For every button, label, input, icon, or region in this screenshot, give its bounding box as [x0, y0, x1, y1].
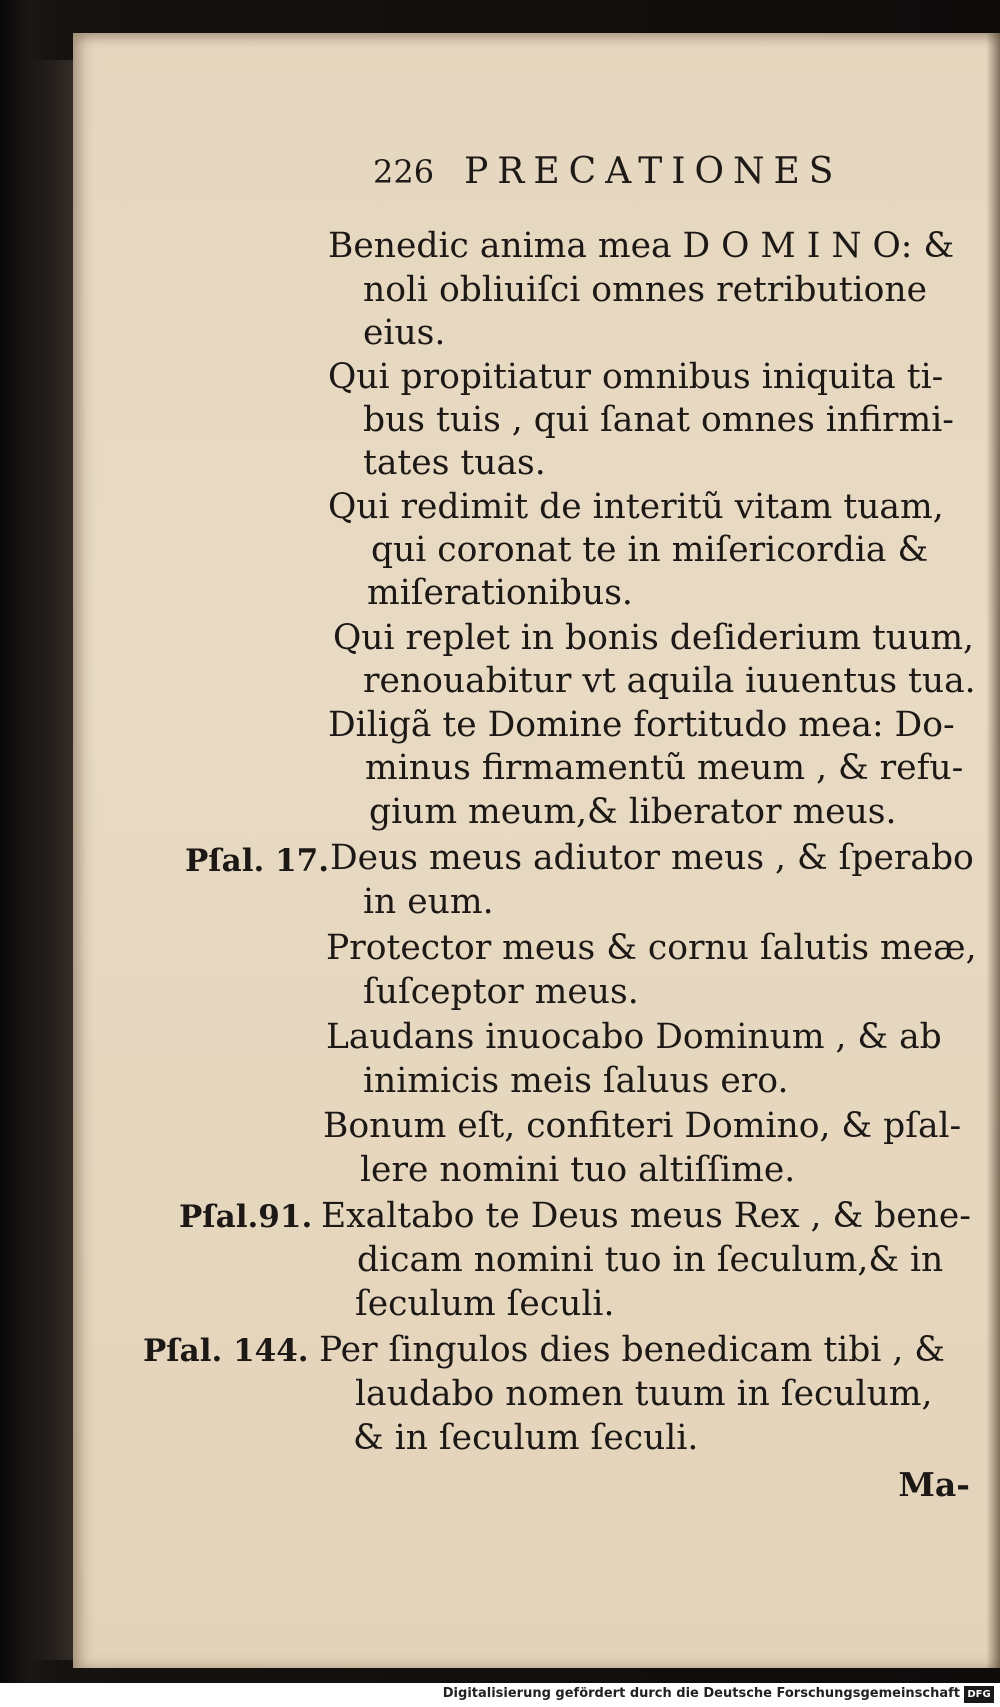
footer-credit: Digitalisierung gefördert durch die Deutsche Forschungsgemeinschaft	[442, 1686, 960, 1701]
text-line: Diligã te Domine fortitudo mea: Do-	[328, 705, 955, 745]
text-line: inimicis meis ſaluus ero.	[363, 1061, 789, 1101]
text-line: Exaltabo te Deus meus Rex , & bene-	[321, 1196, 971, 1236]
text-line: in eum.	[363, 882, 494, 922]
text-line: Protector meus & cornu ſalutis meæ,	[326, 928, 977, 968]
text-line: laudabo nomen tuum in ſeculum,	[355, 1374, 933, 1414]
text-line: eius.	[363, 313, 446, 353]
text-line: Laudans inuocabo Dominum , & ab	[326, 1017, 942, 1057]
text-line: qui coronat te in miſericordia &	[371, 530, 929, 570]
text-line: ſuſceptor meus.	[363, 972, 639, 1012]
page-title: PRECATIONES	[464, 151, 843, 192]
book-page	[73, 33, 1000, 1668]
text-line: dicam nomini tuo in ſeculum,& in	[357, 1240, 944, 1280]
text-line: Bonum eſt, confiteri Domino, & pſal-	[323, 1106, 962, 1146]
text-line: Qui propitiatur omnibus iniquita ti-	[328, 357, 944, 397]
catchword: Ma-	[898, 1465, 970, 1504]
text-line: lere nomini tuo altiſſime.	[360, 1150, 796, 1190]
text-line: & in ſeculum ſeculi.	[353, 1418, 699, 1458]
text-line: Deus meus adiutor meus , & ſperabo	[330, 838, 974, 878]
digitization-footer	[0, 1683, 1000, 1707]
text-line: Benedic anima mea D O M I N O: &	[328, 226, 955, 266]
margin-note-psalm: Pſal. 17.	[185, 843, 330, 879]
text-line: minus firmamentũ meum , & refu-	[365, 748, 964, 788]
text-line: gium meum,& liberator meus.	[369, 792, 897, 832]
text-line: tates tuas.	[363, 443, 546, 483]
text-line: Qui replet in bonis deſiderium tuum,	[333, 618, 974, 658]
text-line: miſerationibus.	[367, 573, 633, 613]
page-number: 226	[373, 153, 435, 191]
margin-note-psalm: Pſal. 144.	[143, 1333, 309, 1369]
text-line: bus tuis , qui ſanat omnes infirmi-	[363, 400, 954, 440]
dfg-logo-icon: DFG	[964, 1686, 994, 1703]
margin-note-psalm: Pſal.91.	[179, 1199, 313, 1235]
text-line: renouabitur vt aquila iuuentus tua.	[363, 661, 976, 701]
text-line: Qui redimit de interitũ vitam tuam,	[328, 487, 944, 527]
text-line: Per ſingulos dies benedicam tibi , &	[319, 1330, 946, 1370]
text-line: noli obliuiſci omnes retributione	[363, 270, 927, 310]
text-line: ſeculum ſeculi.	[355, 1284, 615, 1324]
